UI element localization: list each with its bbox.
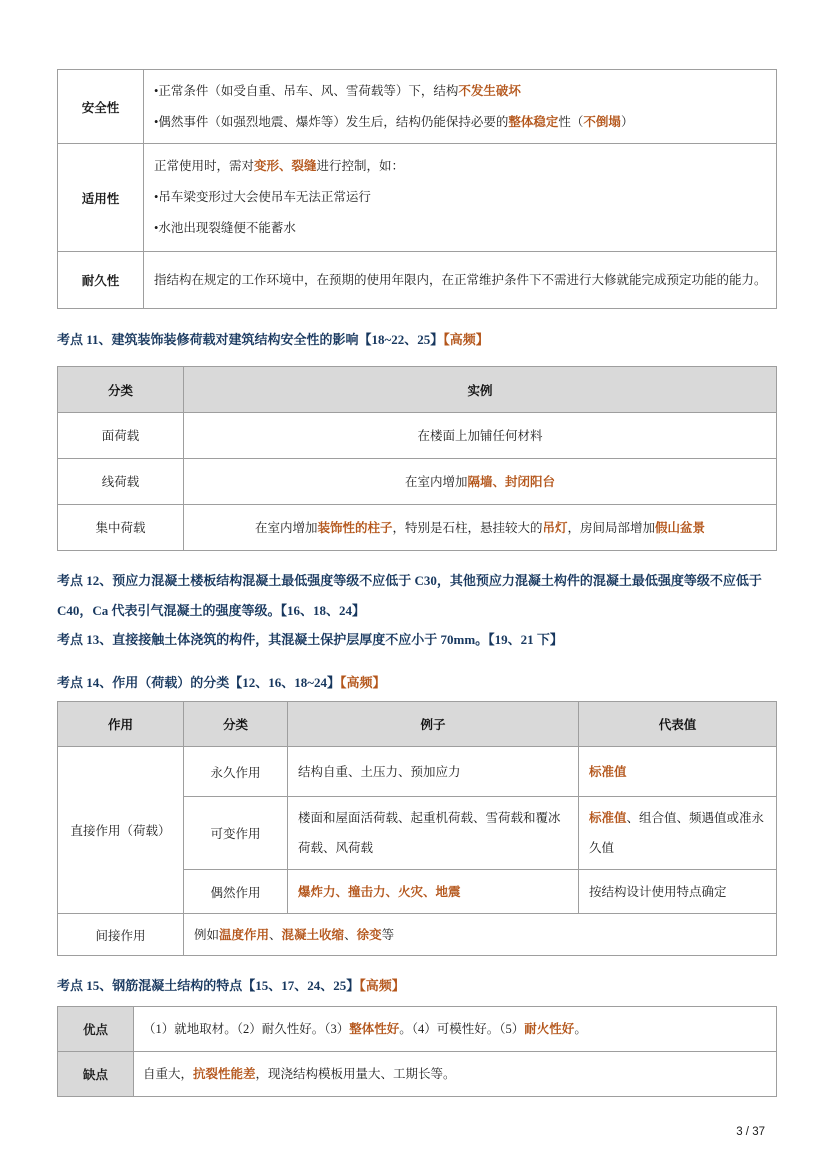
text-segment: 例如 xyxy=(194,927,220,942)
emphasis-text: 徐变 xyxy=(356,927,382,942)
kaodian-11-heading xyxy=(57,331,777,349)
table-row xyxy=(58,70,777,144)
column-header: 代表值 xyxy=(579,702,777,747)
row-label: 耐久性 xyxy=(58,252,144,309)
text-segment: ） xyxy=(620,114,634,129)
value-cell xyxy=(579,797,777,870)
row-label: 线荷载 xyxy=(58,459,184,505)
row-content xyxy=(184,914,777,956)
emphasis-text: 【高频】 xyxy=(340,675,386,690)
text-segment: 在楼面上加铺任何材料 xyxy=(417,428,543,443)
emphasis-text: 吊灯 xyxy=(542,520,568,535)
text-segment: 结构自重、土压力、预加应力 xyxy=(298,764,461,779)
text-segment: 性（ xyxy=(558,114,584,129)
emphasis-text: 【高频】 xyxy=(443,332,489,347)
text-line xyxy=(154,213,768,244)
row-label: 集中荷载 xyxy=(58,505,184,551)
kaodian-13-paragraph xyxy=(57,632,777,648)
text-segment: •吊车梁变形过大会使吊车无法正常运行 xyxy=(154,190,371,204)
text-segment: 、 xyxy=(269,927,282,942)
text-segment: 自重大， xyxy=(143,1066,194,1081)
table-row xyxy=(58,1052,777,1097)
column-header: 实例 xyxy=(184,367,777,413)
row-content xyxy=(184,505,777,551)
emphasis-text: 假山盆景 xyxy=(655,520,706,535)
group-label: 直接作用（荷载） xyxy=(58,747,184,914)
kaodian-15-heading xyxy=(57,977,777,995)
category-cell: 永久作用 xyxy=(184,747,288,797)
emphasis-text: 隔墙、封闭阳台 xyxy=(467,474,556,489)
column-header: 例子 xyxy=(288,702,579,747)
text-segment: 。 xyxy=(574,1021,587,1036)
text-segment: 按结构设计使用特点确定 xyxy=(589,884,727,899)
emphasis-text: 混凝土收缩 xyxy=(281,927,345,942)
text-segment: 在室内增加 xyxy=(254,520,318,535)
value-cell xyxy=(579,747,777,797)
row-label: 面荷载 xyxy=(58,413,184,459)
row-label: 间接作用 xyxy=(58,914,184,956)
column-header: 分类 xyxy=(58,367,184,413)
emphasis-text: 【高频】 xyxy=(359,978,405,993)
rc-features-table xyxy=(57,1006,777,1097)
text-segment: 等 xyxy=(381,927,395,942)
example-cell xyxy=(288,797,579,870)
page-number: 3 / 37 xyxy=(736,1126,765,1138)
table-row xyxy=(58,747,777,797)
decoration-loads-table xyxy=(57,366,777,551)
emphasis-text: 爆炸力、撞击力、火灾、地震 xyxy=(298,884,461,899)
column-header: 分类 xyxy=(184,702,288,747)
text-segment: ，房间局部增加 xyxy=(567,520,656,535)
kaodian-14-heading xyxy=(57,674,777,692)
text-segment: 在室内增加 xyxy=(404,474,468,489)
text-segment: 、组合值、频遇值或准永久值 xyxy=(589,811,765,855)
text-line xyxy=(154,151,768,182)
category-cell: 可变作用 xyxy=(184,797,288,870)
kaodian-12-paragraph xyxy=(57,566,777,626)
text-line xyxy=(154,76,768,107)
text-segment: 进行控制，如： xyxy=(316,159,405,173)
document-page xyxy=(57,0,777,1097)
emphasis-text: 变形、裂缝 xyxy=(254,159,317,173)
row-content xyxy=(144,144,777,252)
text-segment: （1）就地取材。（2）耐久性好。（3） xyxy=(143,1021,350,1036)
text-segment: 正常使用时，需对 xyxy=(154,159,255,173)
emphasis-text: 不倒塌 xyxy=(583,114,621,129)
text-segment: ，现浇结构模板用量大、工期长等。 xyxy=(255,1066,456,1081)
table-row xyxy=(58,914,777,956)
table-header-row xyxy=(58,367,777,413)
example-cell xyxy=(288,747,579,797)
value-cell xyxy=(579,870,777,914)
limit-states-table xyxy=(57,69,777,309)
table-row xyxy=(58,1007,777,1052)
row-content xyxy=(184,459,777,505)
text-segment: 考点 11、建筑装饰装修荷载对建筑结构安全性的影响【18~22、25】 xyxy=(57,332,444,347)
text-segment: •正常条件（如受自重、吊车、风、雪荷载等）下，结构 xyxy=(154,83,459,98)
text-line xyxy=(154,107,768,138)
text-segment: •水池出现裂缝便不能蓄水 xyxy=(154,221,296,235)
text-line xyxy=(154,269,768,292)
table-header-row xyxy=(58,702,777,747)
text-segment: 。（4）可模性好。（5） xyxy=(399,1021,525,1036)
emphasis-text: 整体性好 xyxy=(349,1021,400,1036)
row-content xyxy=(144,252,777,309)
table-row xyxy=(58,144,777,252)
emphasis-text: 耐火性好 xyxy=(524,1021,575,1036)
category-cell: 偶然作用 xyxy=(184,870,288,914)
text-segment: ，特别是石柱，悬挂较大的 xyxy=(392,520,543,535)
table-row xyxy=(58,459,777,505)
emphasis-text: 不发生破坏 xyxy=(458,83,521,98)
emphasis-text: 装饰性的柱子 xyxy=(317,520,393,535)
row-content xyxy=(184,413,777,459)
emphasis-text: 标准值 xyxy=(589,811,627,825)
table-row xyxy=(58,505,777,551)
emphasis-text: 温度作用 xyxy=(219,927,270,942)
text-segment: 考点 12、预应力混凝土楼板结构混凝土最低强度等级不应低于 C30，其他预应力混凝土构件的混凝土最低强度等级不应低于 C40，Ca 代表引气混凝土的强度等级。【16、18、24】 xyxy=(57,573,762,618)
example-cell xyxy=(288,870,579,914)
emphasis-text: 整体稳定 xyxy=(508,114,559,129)
text-segment: 楼面和屋面活荷载、起重机荷载、雪荷载和覆冰荷载、风荷载 xyxy=(298,811,561,855)
row-label: 优点 xyxy=(58,1007,134,1052)
text-segment: 、 xyxy=(344,927,357,942)
row-content xyxy=(144,70,777,144)
column-header: 作用 xyxy=(58,702,184,747)
emphasis-text: 抗裂性能差 xyxy=(193,1066,256,1081)
table-row xyxy=(58,252,777,309)
emphasis-text: 标准值 xyxy=(589,764,627,779)
text-segment: 指结构在规定的工作环境中，在预期的使用年限内，在正常维护条件下不需进行大修就能完成预定功能的能力。 xyxy=(154,272,767,287)
text-segment: 考点 15、钢筋混凝土结构的特点【15、17、24、25】 xyxy=(57,978,360,993)
row-label: 安全性 xyxy=(58,70,144,144)
text-segment: 考点 13、直接接触土体浇筑的构件，其混凝土保护层厚度不应小于 70mm。【19、21 下】 xyxy=(57,632,563,647)
row-content xyxy=(134,1007,777,1052)
row-label: 缺点 xyxy=(58,1052,134,1097)
text-line xyxy=(154,182,768,213)
row-content xyxy=(134,1052,777,1097)
row-label: 适用性 xyxy=(58,144,144,252)
text-segment: •偶然事件（如强烈地震、爆炸等）发生后，结构仍能保持必要的 xyxy=(154,114,509,129)
actions-classification-table xyxy=(57,701,777,956)
text-segment: 考点 14、作用（荷载）的分类【12、16、18~24】 xyxy=(57,675,341,690)
table-row xyxy=(58,413,777,459)
